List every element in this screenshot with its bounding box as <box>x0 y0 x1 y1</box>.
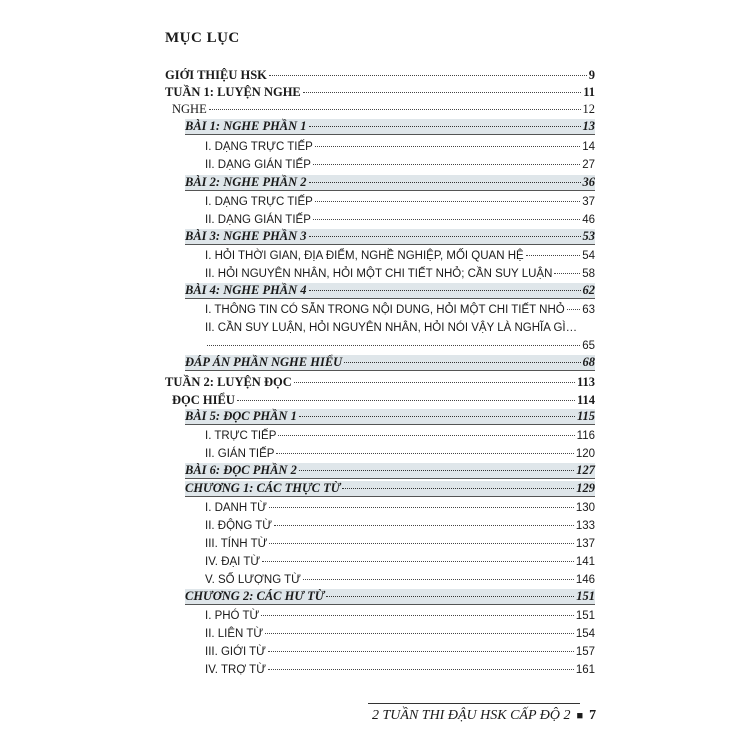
toc-entry <box>205 301 595 319</box>
toc-entry <box>205 535 595 553</box>
toc-entry-label: CHƯƠNG 1: CÁC THỰC TỪ <box>185 481 341 495</box>
toc-entry-page: 36 <box>582 175 595 189</box>
toc-entry-page: 157 <box>575 646 595 658</box>
toc-entry <box>205 625 595 643</box>
toc-entry-label: II. CẦN SUY LUẬN, HỎI NGUYÊN NHÂN, HỎI NÓI VẬY LÀ NGHĨA GÌ… <box>205 322 578 334</box>
toc-leader-dots <box>269 507 574 508</box>
toc-leader-dots <box>315 146 580 147</box>
page-footer <box>372 708 596 724</box>
toc-entry-label: II. LIÊN TỪ <box>205 628 264 640</box>
toc-entry-label: TUẦN 2: LUYỆN ĐỌC <box>165 375 292 389</box>
toc-entry-label: CHƯƠNG 2: CÁC HƯ TỪ <box>185 589 325 603</box>
toc-entry <box>205 445 595 463</box>
toc-entry-label: BÀI 3: NGHE PHẦN 3 <box>185 229 307 243</box>
toc-entry-label: I. PHÓ TỪ <box>205 610 260 622</box>
toc-entry-label: II. DẠNG GIÁN TIẾP <box>205 214 311 226</box>
toc-entry-label: I. HỎI THỜI GIAN, ĐỊA ĐIỂM, NGHỀ NGHIỆP, MỐI QUAN HỆ <box>205 250 524 262</box>
toc-entry-page: 151 <box>576 589 595 603</box>
toc-leader-dots <box>261 615 573 616</box>
toc-entry-page: 113 <box>576 375 595 389</box>
toc-entry-label: ĐỌC HIỂU <box>172 393 235 407</box>
toc-leader-dots <box>554 273 580 274</box>
toc-entry <box>205 138 595 156</box>
toc-entry-label: I. THÔNG TIN CÓ SẴN TRONG NỘI DUNG, HỎI MỘT CHI TIẾT NHỎ <box>205 304 565 316</box>
toc-entry-page: 37 <box>582 196 595 208</box>
toc-leader-dots <box>326 596 574 597</box>
toc-leader-dots <box>313 219 580 220</box>
toc-entry-page: 27 <box>582 159 595 171</box>
toc-entry <box>172 391 595 409</box>
toc-entry-label: NGHE <box>172 102 207 116</box>
footer-separator: ■ <box>576 710 584 722</box>
toc-entry <box>185 229 595 245</box>
toc-entry-label: TUẦN 1: LUYỆN NGHE <box>165 85 301 99</box>
toc-entry-page: 141 <box>575 556 595 568</box>
toc-entry-label: III. GIỚI TỪ <box>205 646 267 658</box>
toc-entry-page: 130 <box>575 502 595 514</box>
toc-entry-page: 129 <box>576 481 595 495</box>
toc-entry-label: BÀI 5: ĐỌC PHẦN 1 <box>185 409 297 423</box>
toc-leader-dots <box>303 579 574 580</box>
toc-entry <box>205 607 595 625</box>
toc-entry <box>205 211 595 229</box>
toc-leader-dots <box>342 488 574 489</box>
toc-entry-page: 54 <box>582 250 595 262</box>
toc-leader-dots <box>313 164 580 165</box>
toc-entry-page: 133 <box>575 520 595 532</box>
toc-entry-page: 53 <box>582 229 595 243</box>
toc-entry <box>205 553 595 571</box>
toc-entry <box>172 100 595 118</box>
toc-entry <box>205 156 595 174</box>
toc-leader-dots <box>268 651 574 652</box>
toc-leader-dots <box>276 453 573 454</box>
toc-entry <box>185 283 595 299</box>
toc-leader-dots <box>299 416 575 417</box>
toc-leader-dots <box>526 255 580 256</box>
toc-leader-dots <box>299 470 574 471</box>
toc-leader-dots <box>237 400 575 401</box>
toc-entry-label: I. TRỰC TIẾP <box>205 430 277 442</box>
toc-entry-page: 161 <box>575 664 595 676</box>
toc-leader-dots <box>278 435 574 436</box>
toc-entry-label: V. SỐ LƯỢNG TỪ <box>205 574 301 586</box>
toc-entry <box>165 83 595 101</box>
toc-leader-dots <box>209 109 581 110</box>
toc-entry-page: 65 <box>582 340 595 352</box>
toc-entry <box>165 66 595 84</box>
toc-entry-label: ĐÁP ÁN PHẦN NGHE HIỂU <box>185 355 343 369</box>
page-title: MỤC LỤC <box>165 30 240 46</box>
toc-leader-dots <box>309 182 581 183</box>
toc-entry-label: II. ĐỘNG TỪ <box>205 520 273 532</box>
toc-entry-page: 58 <box>582 268 595 280</box>
toc-entry <box>205 661 595 679</box>
toc-entry <box>185 355 595 371</box>
toc-entry <box>205 427 595 445</box>
toc-leader-dots <box>344 362 580 363</box>
toc-entry-page: 151 <box>575 610 595 622</box>
toc-entry-page: 116 <box>576 430 595 442</box>
toc-entry <box>205 571 595 589</box>
toc-entry-page: 14 <box>582 141 595 153</box>
toc-entry-label: I. DẠNG TRỰC TIẾP <box>205 141 313 153</box>
toc-entry-label: IV. TRỢ TỪ <box>205 664 267 676</box>
toc-entry <box>205 319 595 337</box>
toc-entry-page: 63 <box>582 304 595 316</box>
toc-leader-dots <box>567 309 580 310</box>
toc-leader-dots <box>269 543 573 544</box>
toc-entry-page: 13 <box>582 119 595 133</box>
toc-leader-dots <box>207 345 580 346</box>
toc-entry-page: 146 <box>575 574 595 586</box>
toc-leader-dots <box>274 525 574 526</box>
toc-entry-page: 11 <box>583 85 595 99</box>
toc-leader-dots <box>268 669 574 670</box>
toc-entry <box>185 175 595 191</box>
toc-entry-label: BÀI 6: ĐỌC PHẦN 2 <box>185 463 297 477</box>
toc-entry <box>185 463 595 479</box>
toc-leader-dots <box>309 236 581 237</box>
footer-page-number: 7 <box>589 708 597 723</box>
toc-entry-page: 115 <box>576 409 595 423</box>
toc-entry-page: 68 <box>582 355 595 369</box>
toc-entry-label: BÀI 1: NGHE PHẦN 1 <box>185 119 307 133</box>
toc-entry-label: GIỚI THIỆU HSK <box>165 68 267 82</box>
toc-entry-page: 46 <box>582 214 595 226</box>
toc-entry <box>205 265 595 283</box>
toc-entry <box>205 337 595 355</box>
toc-leader-dots <box>303 92 581 93</box>
toc-entry-page: 127 <box>576 463 595 477</box>
toc-entry-label: IV. ĐẠI TỪ <box>205 556 261 568</box>
toc-leader-dots <box>265 633 574 634</box>
toc-entry-label: I. DẠNG TRỰC TIẾP <box>205 196 313 208</box>
toc-entry-label: BÀI 4: NGHE PHẦN 4 <box>185 283 307 297</box>
toc-leader-dots <box>309 290 581 291</box>
toc-entry-page: 62 <box>582 283 595 297</box>
toc-entry-label: I. DANH TỪ <box>205 502 268 514</box>
toc-entry-label: II. GIÁN TIẾP <box>205 448 275 460</box>
toc-entry <box>185 589 595 605</box>
toc-entry-page: 114 <box>576 393 595 407</box>
toc-leader-dots <box>309 126 581 127</box>
toc-entry-label: II. DẠNG GIÁN TIẾP <box>205 159 311 171</box>
toc-entry-page: 120 <box>575 448 595 460</box>
toc-entry-page: 9 <box>588 68 595 82</box>
toc-entry-label: BÀI 2: NGHE PHẦN 2 <box>185 175 307 189</box>
toc-entry <box>205 517 595 535</box>
toc-entry-label: II. HỎI NGUYÊN NHÂN, HỎI MỘT CHI TIẾT NHỎ; CẦN SUY LUẬN <box>205 268 553 280</box>
footer-rule <box>368 703 580 704</box>
toc-entry <box>165 373 595 391</box>
toc-leader-dots <box>294 382 575 383</box>
toc-entry <box>205 499 595 517</box>
toc-entry-page: 12 <box>582 102 595 116</box>
toc-entry <box>205 247 595 265</box>
toc-leader-dots <box>269 75 587 76</box>
toc-leader-dots <box>262 561 574 562</box>
toc-leader-dots <box>315 201 580 202</box>
toc-entry <box>185 119 595 135</box>
toc-entry-page: 137 <box>575 538 595 550</box>
toc-entry-page: 154 <box>575 628 595 640</box>
toc-entry <box>185 409 595 425</box>
toc-entry <box>185 481 595 497</box>
toc-entry <box>205 193 595 211</box>
toc-entry <box>205 643 595 661</box>
toc-entry-label: III. TÍNH TỪ <box>205 538 268 550</box>
footer-book-title: 2 TUẦN THI ĐẬU HSK CẤP ĐỘ 2 <box>372 708 571 723</box>
